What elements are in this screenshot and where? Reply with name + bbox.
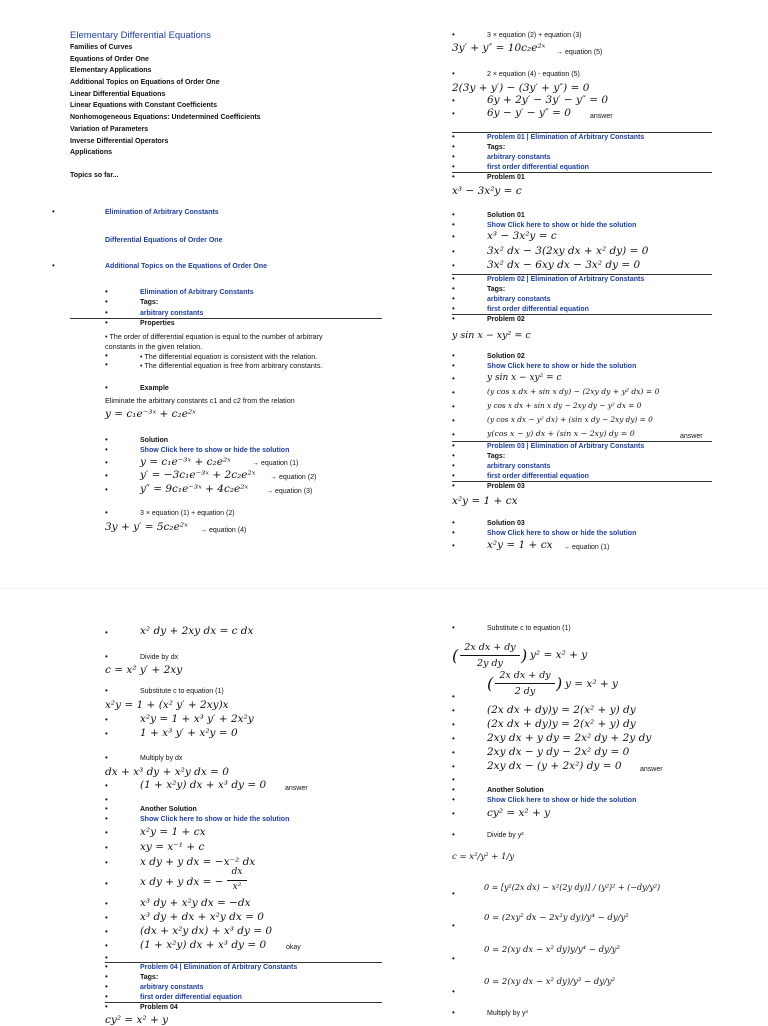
- bullet: •: [452, 388, 455, 397]
- bullet: •: [452, 889, 455, 898]
- equation: x³ dy + dx + x²y dx = 0: [140, 911, 264, 923]
- equation: 2(3y + y′) − (3y′ + y″) = 0: [452, 82, 590, 94]
- tag-link[interactable]: arbitrary constants: [487, 154, 551, 161]
- show-hide-solution-link[interactable]: Show Click here to show or hide the solution: [487, 797, 637, 804]
- equation: 3y′ + y″ = 10c₂e²ˣ: [452, 42, 546, 54]
- tag-link[interactable]: arbitrary constants: [487, 296, 551, 303]
- bullet: •: [452, 775, 455, 784]
- bullet: •: [105, 982, 108, 991]
- bullet: •: [105, 351, 108, 360]
- bullet: •: [105, 458, 108, 467]
- bullet: •: [452, 69, 455, 78]
- divider: [105, 962, 382, 963]
- divider: [452, 172, 712, 173]
- equation: 3x² dx − 6xy dx − 3x² dy = 0: [487, 259, 641, 271]
- bullet: •: [452, 430, 455, 439]
- paren-left: (: [487, 674, 494, 693]
- equation: 6y + 2y′ − 3y′ − y″ = 0: [487, 94, 609, 106]
- bullet: •: [105, 753, 108, 762]
- equation: 2xy dx − y dy − 2x² dy = 0: [487, 746, 630, 758]
- step-text: Multiply by dx: [140, 755, 183, 762]
- okay-label: okay: [286, 944, 301, 951]
- equation: (y cos x dx − y² dx) + (sin x dy − 2xy dy) = 0: [487, 415, 653, 424]
- paren-right: ): [556, 674, 563, 693]
- bullet: •: [105, 992, 108, 1001]
- bullet: •: [105, 508, 108, 517]
- problem-link[interactable]: Problem 03 | Elimination of Arbitrary Constants: [487, 443, 645, 450]
- answer-label: answer: [285, 785, 308, 792]
- equation: 6y − y′ − y″ = 0: [487, 107, 571, 119]
- property-text: • The order of differential equation is equal to the number of arbitrary: [105, 332, 323, 341]
- step-text: Divide by y²: [487, 832, 524, 839]
- bullet: •: [452, 284, 455, 293]
- bullet: •: [452, 762, 455, 771]
- bullet: •: [452, 274, 455, 283]
- bullet: •: [452, 748, 455, 757]
- equation: 2xy dx + y dy = 2x² dy + 2y dy: [487, 732, 652, 744]
- bullet: •: [452, 451, 455, 460]
- property-text: constants in the given relation.: [105, 342, 203, 351]
- bullet: •: [452, 921, 455, 930]
- tags-label: Tags:: [487, 144, 506, 151]
- bullet: •: [105, 445, 108, 454]
- answer-label: answer: [590, 113, 613, 120]
- equation: cy² = x² + y: [105, 1014, 169, 1026]
- fraction-equation: [487, 668, 647, 700]
- bullet: •: [452, 954, 455, 963]
- bullet: •: [452, 142, 455, 151]
- bullet: •: [452, 785, 455, 794]
- equation: x dy + y dx = −: [140, 876, 224, 888]
- equation: x²y = 1 + cx: [487, 539, 553, 551]
- equation: 0 = 2(xy dx − x² dy)/y³ − dy/y²: [484, 977, 616, 987]
- tag-link[interactable]: arbitrary constants: [140, 984, 204, 991]
- bullet: •: [105, 485, 108, 494]
- equation: 3y + y′ = 5c₂e²ˣ: [105, 521, 188, 533]
- topic-link[interactable]: Additional Topics on the Equations of Order One: [105, 263, 268, 270]
- equation: c = x²/y² + 1/y: [452, 852, 515, 862]
- bullet: •: [452, 528, 455, 537]
- equation: c = x² y′ + 2xy: [105, 664, 183, 676]
- equation: (dx + x²y dx) + x³ dy = 0: [140, 925, 273, 937]
- property-bullet: • The differential equation is free from arbitrary constants.: [140, 361, 323, 370]
- equation: cy² = x² + y: [487, 807, 551, 819]
- toc-item[interactable]: Applications: [70, 149, 113, 157]
- bullet: •: [105, 941, 108, 950]
- bullet: •: [452, 304, 455, 313]
- equation: 0 = [y²(2x dx) − x²(2y dy)] / (y²)² + (−dy/y²): [484, 883, 661, 892]
- equation-label: → equation (1): [252, 460, 299, 467]
- another-solution-heading: Another Solution: [140, 806, 197, 813]
- bullet: •: [452, 720, 455, 729]
- equation: y′ = −3c₁e⁻³ˣ + 2c₂e²ˣ: [140, 469, 256, 481]
- bullet: •: [452, 351, 455, 360]
- solution-heading: Solution 03: [487, 520, 525, 527]
- tag-link[interactable]: arbitrary constants: [140, 310, 204, 317]
- step-text: Divide by dx: [140, 654, 179, 661]
- bullet: •: [452, 481, 455, 490]
- equation: x²y = 1 + (x² y′ + 2xy)x: [105, 699, 229, 711]
- equation: x²y = 1 + x³ y′ + 2x²y: [140, 713, 254, 725]
- show-hide-solution-link[interactable]: Show Click here to show or hide the solution: [487, 530, 637, 537]
- tag-link[interactable]: first order differential equation: [140, 994, 242, 1001]
- bullet: •: [105, 843, 108, 852]
- bullet: •: [452, 162, 455, 171]
- bullet: •: [105, 729, 108, 738]
- bullet: •: [452, 541, 455, 550]
- bullet: •: [452, 623, 455, 632]
- tags-label: Tags:: [487, 286, 506, 293]
- fraction-bar: [460, 655, 520, 656]
- bullet: •: [52, 261, 55, 270]
- step-text: Substitute c to equation (1): [487, 625, 571, 632]
- bullet: •: [452, 795, 455, 804]
- problem-link[interactable]: Problem 02 | Elimination of Arbitrary Constants: [487, 276, 645, 283]
- fraction-numerator: dx: [231, 867, 243, 877]
- bullet: •: [452, 96, 455, 105]
- fraction-denominator: x²: [232, 882, 242, 892]
- bullet: •: [452, 471, 455, 480]
- example-heading: Example: [140, 385, 169, 392]
- topics-so-far: Topics so far...: [70, 172, 119, 179]
- equation: 0 = 2(xy dx − x² dy)y/y⁴ − dy/y²: [484, 945, 620, 955]
- bullet: •: [105, 308, 108, 317]
- equation-label: → equation (2): [270, 474, 317, 481]
- page-break: [0, 588, 768, 589]
- equation: y″ = 9c₁e⁻³ˣ + 4c₂e²ˣ: [140, 483, 249, 495]
- bullet: •: [105, 828, 108, 837]
- toc-item[interactable]: Families of Curves: [70, 44, 133, 51]
- bullet: •: [452, 374, 455, 383]
- equation: y sin x − xy² = c: [452, 330, 531, 341]
- show-hide-solution-link[interactable]: Show Click here to show or hide the solution: [140, 447, 290, 454]
- equation: x³ − 3x²y = c: [452, 185, 522, 197]
- bullet: •: [452, 152, 455, 161]
- show-hide-solution-link[interactable]: Show Click here to show or hide the solution: [140, 816, 290, 823]
- bullet: •: [452, 30, 455, 39]
- problem-heading: Problem 04: [140, 1004, 178, 1011]
- bullet: •: [452, 232, 455, 241]
- toc-item[interactable]: Variation of Parameters: [70, 125, 149, 133]
- bullet: •: [52, 207, 55, 216]
- equation-label: → equation (1): [563, 544, 610, 551]
- tags-label: Tags:: [140, 299, 159, 306]
- solution-heading: Solution 01: [487, 212, 525, 219]
- equation: y = x² + y: [565, 678, 618, 690]
- bullet: •: [452, 830, 455, 839]
- property-bullet: • The differential equation is consistent with the relation.: [140, 352, 318, 361]
- toc-item[interactable]: Nonhomogeneous Equations: Undetermined Coefficients: [70, 114, 261, 122]
- bullet: •: [105, 953, 108, 962]
- toc-item[interactable]: Inverse Differential Operators: [70, 137, 169, 145]
- fraction-bar: [227, 880, 247, 881]
- bullet: •: [452, 261, 455, 270]
- answer-label: answer: [680, 433, 703, 440]
- bullet: •: [452, 987, 455, 996]
- bullet: •: [105, 715, 108, 724]
- equation-label: → equation (4): [200, 527, 247, 534]
- bullet: •: [452, 706, 455, 715]
- show-hide-solution-link[interactable]: Show Click here to show or hide the solution: [487, 222, 637, 229]
- divider: [105, 1002, 382, 1003]
- topic-link[interactable]: Differential Equations of Order One: [105, 237, 223, 244]
- equation: (1 + x²y) dx + x³ dy = 0: [140, 939, 267, 951]
- topic-link[interactable]: Elimination of Arbitrary Constants: [105, 209, 219, 216]
- page-title[interactable]: Elementary Differential Equations: [70, 30, 211, 41]
- bullet: •: [452, 172, 455, 181]
- equation: y = c₁e⁻³ˣ + c₂e²ˣ: [105, 408, 196, 420]
- equation: (1 + x²y) dx + x³ dy = 0: [140, 779, 267, 791]
- problem-link[interactable]: Problem 01 | Elimination of Arbitrary Constants: [487, 134, 645, 141]
- bullet: •: [452, 361, 455, 370]
- bullet: •: [105, 781, 108, 790]
- solution-heading: Solution: [140, 437, 168, 444]
- equation-label: → equation (5): [556, 49, 603, 56]
- bullet: •: [105, 318, 108, 327]
- step-text: Multiply by y³: [487, 1010, 528, 1017]
- bullet: •: [105, 383, 108, 392]
- divider: [452, 274, 712, 275]
- bullet: •: [105, 435, 108, 444]
- equation-label: → equation (3): [266, 488, 313, 495]
- bullet: •: [452, 461, 455, 470]
- bullet: •: [105, 962, 108, 971]
- bullet: •: [452, 809, 455, 818]
- bullet: •: [452, 210, 455, 219]
- bullet: •: [105, 1002, 108, 1011]
- step-text: 3 × equation (1) + equation (2): [140, 510, 235, 517]
- step-text: 3 × equation (2) + equation (3): [487, 32, 582, 39]
- bullet: •: [452, 692, 455, 701]
- bullet: •: [452, 416, 455, 425]
- another-solution-heading: Another Solution: [487, 787, 544, 794]
- paren-left: (: [452, 646, 459, 665]
- bullet: •: [105, 804, 108, 813]
- equation: x dy + y dx = −x⁻² dx: [140, 856, 256, 868]
- equation: (y cos x dx + sin x dy) − (2xy dy + y² dx) = 0: [487, 387, 660, 396]
- equation: y² = x² + y: [530, 649, 588, 661]
- bullet: •: [105, 913, 108, 922]
- equation: dx + x³ dy + x²y dx = 0: [105, 766, 229, 778]
- tag-link[interactable]: first order differential equation: [487, 164, 589, 171]
- bullet: •: [105, 628, 108, 637]
- show-hide-solution-link[interactable]: Show Click here to show or hide the solution: [487, 363, 637, 370]
- answer-label: answer: [640, 766, 663, 773]
- tag-link[interactable]: first order differential equation: [487, 306, 589, 313]
- equation: (2x dx + dy)y = 2(x² + y) dy: [487, 704, 636, 716]
- bullet: •: [105, 927, 108, 936]
- divider: [452, 441, 712, 442]
- bullet: •: [105, 814, 108, 823]
- fraction-numerator: 2x dx + dy: [464, 642, 516, 653]
- bullet: •: [105, 899, 108, 908]
- equation: (2x dx + dy)y = 2(x² + y) dy: [487, 718, 636, 730]
- toc-item[interactable]: Elementary Applications: [70, 67, 152, 75]
- fraction-bar: [495, 683, 555, 684]
- bullet: •: [105, 297, 108, 306]
- bullet: •: [452, 1008, 455, 1017]
- bullet: •: [105, 972, 108, 981]
- divider: [452, 132, 712, 133]
- problem-link[interactable]: Problem 04 | Elimination of Arbitrary Constants: [140, 964, 298, 971]
- equation: x²y = 1 + cx: [452, 495, 518, 507]
- bullet: •: [452, 220, 455, 229]
- bullet: •: [105, 795, 108, 804]
- bullet: •: [452, 109, 455, 118]
- bullet: •: [452, 294, 455, 303]
- step-text: Substitute c to equation (1): [140, 688, 224, 695]
- table-of-contents: [70, 44, 261, 161]
- equation: x² dy + 2xy dx = c dx: [140, 625, 254, 637]
- problem-heading: Problem 02: [487, 316, 525, 323]
- bullet: •: [105, 360, 108, 369]
- bullet: •: [105, 652, 108, 661]
- bullet: •: [452, 441, 455, 450]
- tags-label: Tags:: [487, 453, 506, 460]
- bullet: •: [105, 686, 108, 695]
- divider: [70, 318, 382, 319]
- tags-label: Tags:: [140, 974, 159, 981]
- toc-item[interactable]: Linear Differential Equations: [70, 90, 166, 98]
- bullet: •: [452, 314, 455, 323]
- solution-heading: Solution 02: [487, 353, 525, 360]
- equation: 0 = (2xy² dx − 2x²y dy)/y⁴ − dy/y²: [484, 913, 629, 923]
- equation: x³ − 3x²y = c: [487, 230, 557, 242]
- equation: y = c₁e⁻³ˣ + c₂e²ˣ: [140, 456, 231, 468]
- toc-item[interactable]: Additional Topics on Equations of Order One: [70, 79, 220, 87]
- section-title-link[interactable]: Elimination of Arbitrary Constants: [140, 289, 254, 296]
- properties-heading: Properties: [140, 320, 175, 327]
- divider: [452, 481, 712, 482]
- equation: x²y = 1 + cx: [140, 826, 206, 838]
- equation: 1 + x³ y′ + x²y = 0: [140, 727, 238, 739]
- fraction-denominator: 2y dy: [477, 658, 503, 669]
- equation: x³ dy + x²y dx = −dx: [140, 897, 251, 909]
- toc-item[interactable]: Linear Equations with Constant Coefficients: [70, 102, 218, 110]
- equation: xy = x⁻¹ + c: [140, 841, 205, 853]
- bullet: •: [105, 471, 108, 480]
- toc-item[interactable]: Equations of Order One: [70, 55, 149, 63]
- problem-heading: Problem 03: [487, 483, 525, 490]
- bullet: •: [452, 518, 455, 527]
- bullet: •: [105, 879, 108, 888]
- bullet: •: [452, 402, 455, 411]
- bullet: •: [452, 132, 455, 141]
- bullet: •: [452, 247, 455, 256]
- problem-heading: Problem 01: [487, 174, 525, 181]
- equation: y cos x dx + sin x dy − 2xy dy − y² dx = 0: [487, 401, 642, 410]
- divider: [452, 314, 712, 315]
- equation: y(cos x − y) dx + (sin x − 2xy) dy = 0: [487, 429, 635, 438]
- equation: 2xy dx − (y + 2x²) dy = 0: [487, 760, 622, 772]
- fraction-denominator: 2 dy: [514, 686, 536, 697]
- equation: 3x² dx − 3(2xy dx + x² dy) = 0: [487, 245, 649, 257]
- tag-link[interactable]: first order differential equation: [487, 473, 589, 480]
- paren-right: ): [521, 646, 528, 665]
- example-text: Eliminate the arbitrary constants c1 and c2 from the relation: [105, 396, 295, 405]
- bullet: •: [105, 287, 108, 296]
- tag-link[interactable]: arbitrary constants: [487, 463, 551, 470]
- fraction-numerator: 2x dx + dy: [499, 670, 551, 681]
- step-text: 2 × equation (4) - equation (5): [487, 71, 580, 78]
- equation: y sin x − xy² = c: [487, 373, 562, 383]
- bullet: •: [105, 858, 108, 867]
- bullet: •: [452, 734, 455, 743]
